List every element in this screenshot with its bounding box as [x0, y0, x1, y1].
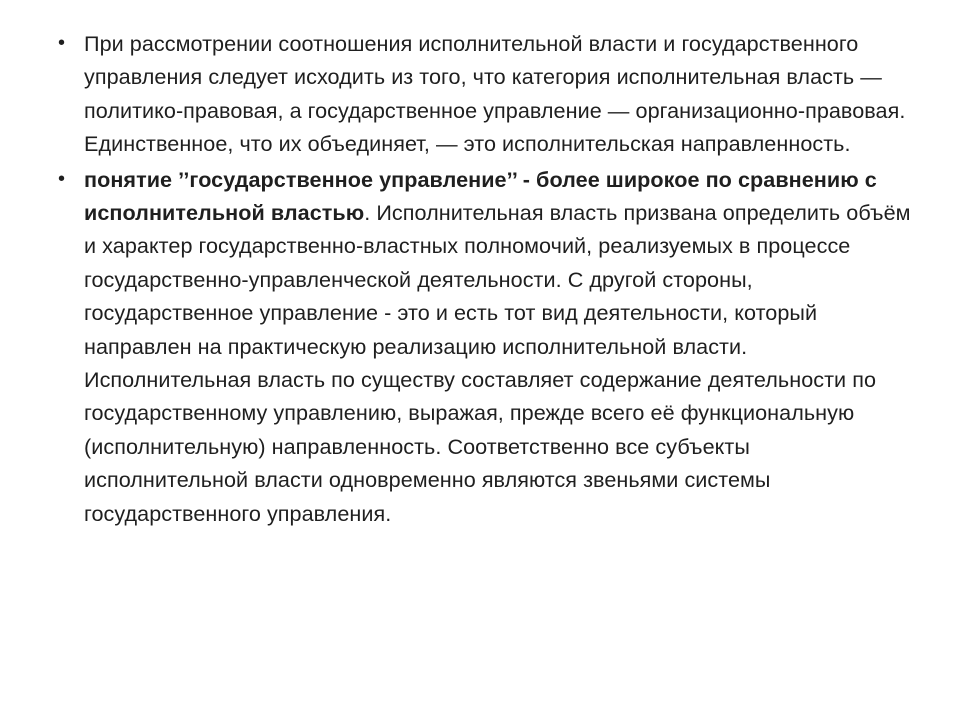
bullet-bold-text: понятие ’’государственное управление’’ - более широкое по сравнению с исполнительной властью: [84, 166, 877, 226]
bullet-text: . Исполнительная власть призвана определить объём и характер государственно-властных полномочий, реализуемых в процессе государственно-управленческой деятельности. С другой стороны, государственное управление - это и есть тот вид деятельности, который направлен на практическую реализацию исполнительной власти. Исполнительная власть по существу составляет содержание деятельности по государственному управлению, выражая, прежде всего её функциональную (исполнительную) направленность. Соответственно все субъекты исполнительной власти одновременно являются звеньями системы государственного управления.: [84, 200, 911, 526]
bullet-item-2: [58, 163, 918, 530]
bullet-marker-icon: •: [58, 167, 66, 190]
bullet-marker-icon: •: [58, 32, 66, 54]
bullet-list: [58, 27, 918, 532]
bullet-item-1: [58, 27, 918, 161]
bullet-text: При рассмотрении соотношения исполнительной власти и государственного управления следует исходить из того, что категория исполнительная власть — политико-правовая, а государственное управление — организационно-правовая. Единственное, что их объединяет, — это исполнительская направленность.: [84, 31, 906, 157]
